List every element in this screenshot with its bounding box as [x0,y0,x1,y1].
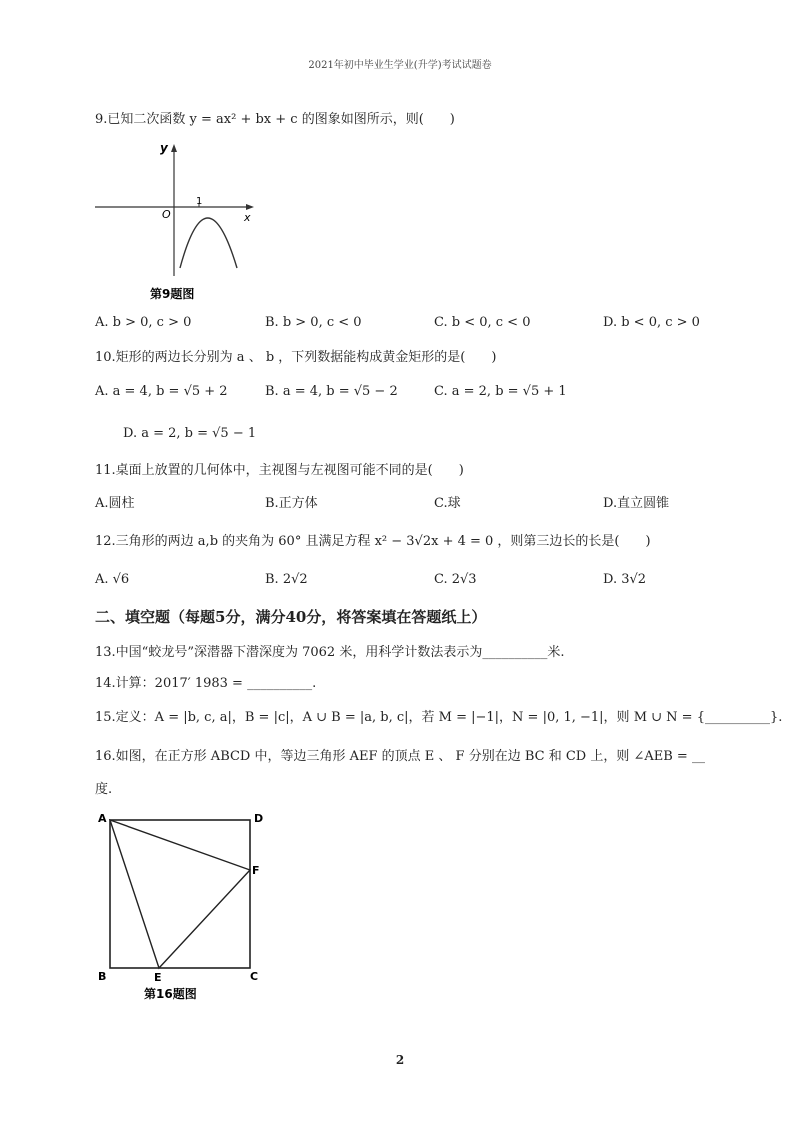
x-axis-label: x [244,211,251,224]
q10-option-a: A. a = 4, b = √5 + 2 [95,384,228,399]
q12-option-d: D. 3√2 [603,572,647,587]
tick-label-1: 1 [196,196,203,207]
q12-option-a: A. √6 [95,572,130,587]
q10-option-c: C. a = 2, b = √5 + 1 [434,384,567,399]
vertex-label-f: F [252,864,260,877]
page-number: 2 [395,1053,405,1067]
question-16-line-2: 度. [95,782,113,797]
triangle-aef [110,820,250,968]
parabola-curve [180,218,237,268]
q11-option-d: D.直立圆锥 [603,496,670,511]
vertex-label-b: B [98,970,107,983]
origin-label: O [162,208,171,221]
x-axis-arrow [246,204,254,210]
vertex-label-a: A [98,812,107,825]
y-axis-arrow [171,144,177,152]
question-10-text: 10.矩形的两边长分别为 a 、 b ，下列数据能构成黄金矩形的是( ) [95,350,497,365]
q9-option-c: C. b < 0, c < 0 [434,315,531,330]
question-9-text: 9.已知二次函数 y = ax² + bx + c 的图象如图所示，则( ) [95,112,455,127]
section-2-heading: 二、填空题（每题5分，满分40分，将答案填在答题纸上） [95,608,487,626]
q9-option-d: D. b < 0, c > 0 [603,315,700,330]
question-16-caption: 第16题图 [144,987,197,1001]
question-9-caption: 第9题图 [150,287,195,301]
question-13-text: 13.中国“蛟龙号”深潜器下潜深度为 7062 米，用科学计数法表示为__________米. [95,645,565,660]
y-axis-label: y [160,141,168,155]
q10-option-b: B. a = 4, b = √5 − 2 [265,384,398,399]
q9-option-a: A. b > 0, c > 0 [95,315,192,330]
vertex-label-c: C [250,970,259,983]
question-11-text: 11.桌面上放置的几何体中，主视图与左视图可能不同的是( ) [95,463,464,478]
q12-option-b: B. 2√2 [265,572,308,587]
question-14-text: 14.计算：2017′ 1983 = __________. [95,676,317,691]
vertex-label-e: E [154,971,162,984]
q9-option-b: B. b > 0, c < 0 [265,315,362,330]
q11-option-a: A.圆柱 [95,496,135,511]
question-16-figure [92,808,272,1008]
question-15-text: 15.定义：A = |b, c, a|，B = |c|，A ∪ B = |a, b, c|，若 M = |−1|，N = |0, 1, −1|，则 M ∪ N = {__________}. [95,710,783,725]
page-header: 2021年初中毕业生学业(升学)考试试题卷 [308,60,492,71]
question-9-figure [92,138,262,308]
q10-option-d: D. a = 2, b = √5 − 1 [123,426,257,441]
q11-option-b: B.正方体 [265,496,318,511]
q12-option-c: C. 2√3 [434,572,477,587]
question-12-text: 12.三角形的两边 a,b 的夹角为 60° 且满足方程 x² − 3√2x + 4 = 0 ，则第三边长的长是( ) [95,534,651,549]
vertex-label-d: D [254,812,264,825]
question-16-line-1: 16.如图，在正方形 ABCD 中，等边三角形 AEF 的顶点 E 、 F 分别在边 BC 和 CD 上，则 ∠AEB = __ [95,749,705,764]
q11-option-c: C.球 [434,496,461,511]
